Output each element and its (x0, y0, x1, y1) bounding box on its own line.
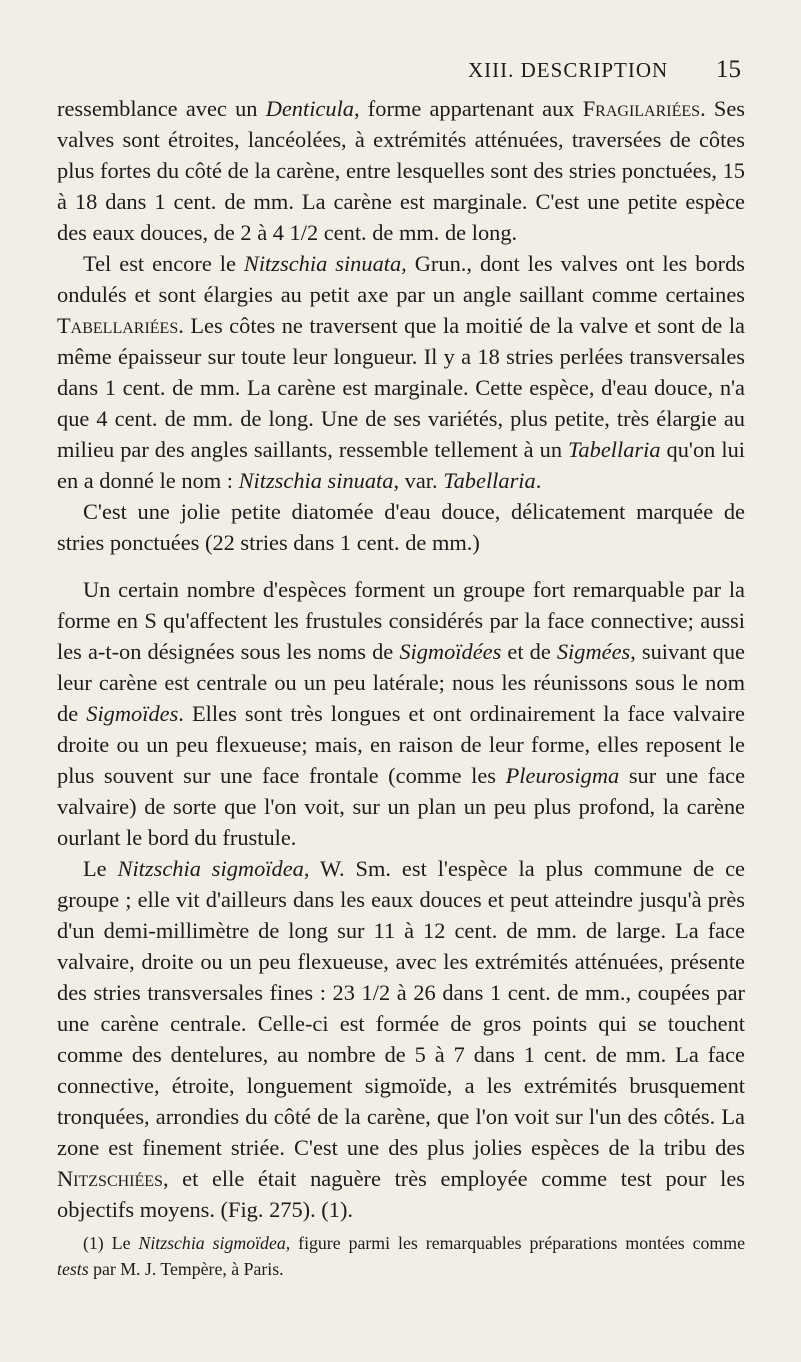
text-run: Un certain nombre d'espèces forment un groupe fort remarquable par la forme en S qu'affectent les frustules considérés par la face connective; aussi les a-t-on désignées sous les noms de (57, 577, 745, 664)
text-run: sur une face valvaire) de sorte que l'on voit, sur un plan un peu plus profond, la carène ourlant le bord du frustule. (57, 763, 746, 850)
italic-term: Nitzschia sigmoïdea (138, 1233, 286, 1253)
text-run: C'est une jolie petite diatomée d'eau douce, délicatement marquée de stries ponctuées (22 stries dans 1 cent. de mm.) (57, 499, 745, 555)
smallcaps-term: Fragilariées (582, 96, 701, 121)
paragraph (57, 574, 745, 853)
text-run: Tel est encore le (83, 251, 244, 276)
italic-term: Sigmoïdes (86, 701, 179, 726)
smallcaps-term: Nitzschiées (57, 1166, 163, 1191)
italic-term: Pleurosigma (505, 763, 620, 788)
text-run: (1) Le (83, 1233, 139, 1253)
text-run: , et elle était naguère très employée comme test pour les objectifs moyens. (Fig. 275). (1). (57, 1166, 745, 1222)
footnotes (57, 1230, 745, 1282)
text-run: Le (83, 856, 118, 881)
running-head: XIII. DESCRIPTION (468, 58, 669, 82)
italic-term: Sigmoïdées (399, 639, 502, 664)
italic-term: tests (57, 1259, 89, 1279)
text-run: ressemblance avec un (57, 96, 266, 121)
paragraph (57, 853, 745, 1225)
italic-term: Nitzschia sinuata, (243, 251, 407, 276)
text-run: qu'on lui en a donné le nom : (57, 437, 745, 493)
italic-term: Nitzschia sigmoïdea (117, 856, 304, 881)
text-run: . Ses valves sont étroites, lancéolées, à extrémités atténuées, traversées de côtes plus fortes du côté de la carène, entre lesquelles sont des stries ponctuées, 15 à 18 dans 1 cent. de mm. La carène est marginale. C'est une petite espèce des eaux douces, de 2 à 4 1/2 cent. de mm. de long. (57, 96, 745, 245)
page-header (0, 58, 801, 88)
text-run: , figure parmi les remarquables préparations montées comme (285, 1233, 745, 1253)
text-run: . Elles sont très longues et ont ordinairement la face valvaire droite ou un peu flexueuse; mais, en raison de leur forme, elles reposent le plus souvent sur une face frontale (comme les (57, 701, 745, 788)
paragraph (57, 93, 745, 248)
text-run: Grun., dont les valves ont les bords ondulés et sont élargies au petit axe par un angle saillant comme certaines (57, 251, 745, 307)
text-run: , suivant que leur carène est centrale ou un peu latérale; nous les réunissons sous le nom de (57, 639, 745, 726)
footnote (57, 1230, 745, 1282)
italic-term: Sigmées (556, 639, 631, 664)
text-run: . (535, 468, 542, 493)
paragraph (57, 496, 745, 558)
body-text (57, 93, 745, 1225)
italic-term: Tabellaria (568, 437, 661, 462)
text-run: , var. (393, 468, 444, 493)
smallcaps-term: Tabellariées (57, 313, 179, 338)
paragraph (57, 248, 745, 496)
text-run: . Les côtes ne traversent que la moitié de la valve et sont de la même épaisseur sur toute leur longueur. Il y a 18 stries perlées transversales dans 1 cent. de mm. La carène est marginale. Cette espèce, d'eau douce, n'a que 4 cent. de mm. de long. Une de ses variétés, plus petite, très élargie au milieu par des angles saillants, ressemble tellement à un (57, 313, 745, 462)
italic-term: Denticula (265, 96, 354, 121)
italic-term: Tabellaria (443, 468, 536, 493)
text-run: par M. J. Tempère, à Paris. (88, 1259, 284, 1279)
text-run: , W. Sm. est l'espèce la plus commune de ce groupe ; elle vit d'ailleurs dans les eaux douces et peut atteindre jusqu'à près d'un demi-millimètre de long sur 11 à 12 cent. de mm. de large. La face valvaire, droite ou un peu flexueuse, avec les extrémités atténuées, présente des stries transversales fines : 23 1/2 à 26 dans 1 cent. de mm., coupées par une carène centrale. Celle-ci est formée de gros points qui se touchent comme des dentelures, au nombre de 5 à 7 dans 1 cent. de mm. La face connective, étroite, longuement sigmoïde, a les extrémités brusquement tronquées, arrondies du côté de la carène, que l'on voit sur l'un des côtés. La zone est finement striée. C'est une des plus jolies espèces de la tribu des (57, 856, 745, 1160)
text-run: et de (501, 639, 557, 664)
text-run: , forme appartenant aux (353, 96, 583, 121)
page-number: 15 (716, 56, 741, 83)
italic-term: Nitzschia sinuata (238, 468, 394, 493)
